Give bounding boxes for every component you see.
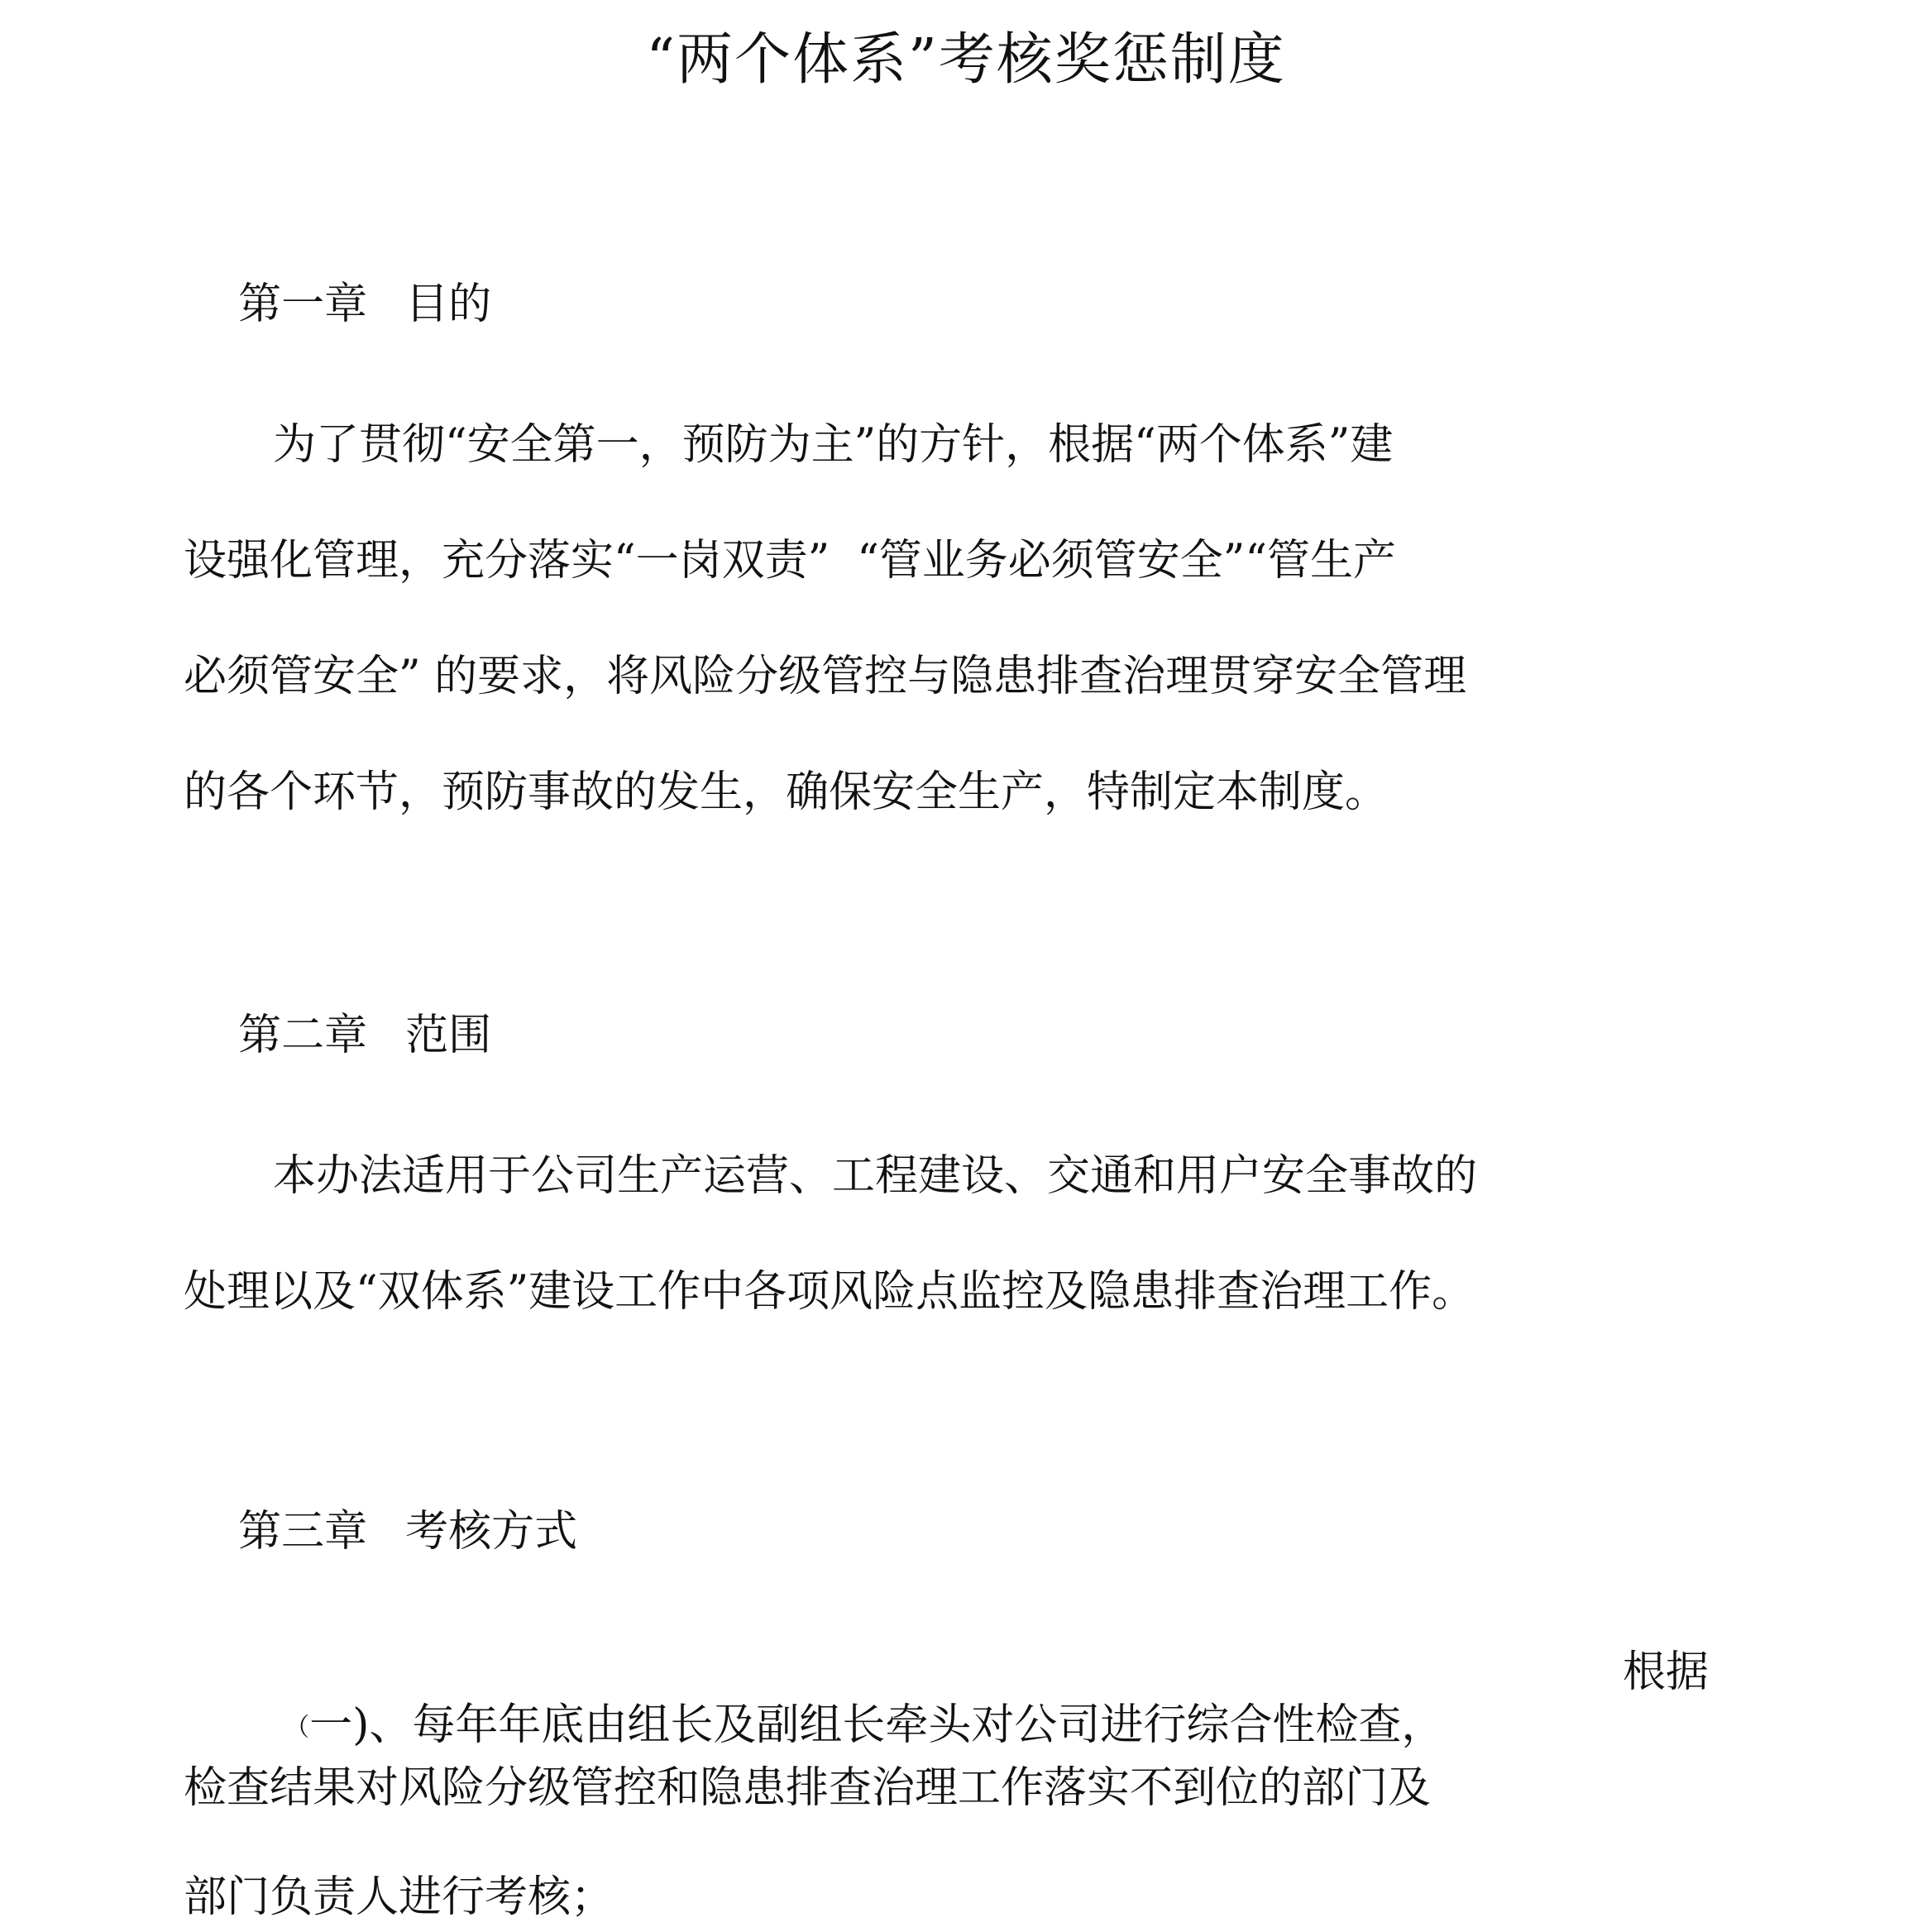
chapter-1-heading (184, 225, 491, 384)
document-title: “两个体系”考核奖惩制度 (646, 27, 1286, 93)
item-1-open-paren: （ (285, 1713, 310, 1743)
item-1-tail: 根据 (1623, 1647, 1710, 1697)
chapter-2-heading (184, 956, 491, 1115)
chapter-1-paragraph-line: 的各个环节，预防事故的发生，确保安全生产，特制定本制度。 (184, 768, 1389, 817)
chapter-1-paragraph-line: 必须管安全” 的要求，将风险分级管控与隐患排查治理贯穿安全管理 (184, 652, 1467, 701)
chapter-1-number: 第一章 (238, 280, 368, 329)
chapter-2-paragraph-line: 本办法适用于公司生产运营、工程建设、交通和用户安全事故的 (273, 1151, 1478, 1201)
item-1-text: 一)、每年年底由组长及副组长牵头对公司进行综合性检查， (309, 1700, 1445, 1750)
chapter-3-heading (184, 1452, 577, 1611)
chapter-1-paragraph-line: 为了贯彻“安全第一，预防为主”的方针，根据“两个体系”建 (273, 420, 1394, 470)
chapter-2-name: 范围 (405, 1011, 492, 1060)
chapter-3-number: 第三章 (238, 1507, 368, 1557)
chapter-2-paragraph-line: 处理以及“双体系”建设工作中各项风险点监控及隐患排查治理工作。 (184, 1267, 1475, 1317)
chapter-2-number: 第二章 (238, 1011, 368, 1060)
chapter-3-paragraph-line: 检查结果对风险分级管控和隐患排查治理工作落实不到位的部门及 (184, 1763, 1432, 1813)
chapter-3-paragraph-line: 部门负责人进行考核； (184, 1872, 615, 1922)
chapter-1-paragraph-line: 设强化管理，充分落实“一岗双责” “管业务必须管安全”“管生产 (184, 536, 1396, 586)
chapter-3-name: 考核方式 (405, 1507, 578, 1557)
chapter-1-name: 目的 (405, 280, 492, 329)
